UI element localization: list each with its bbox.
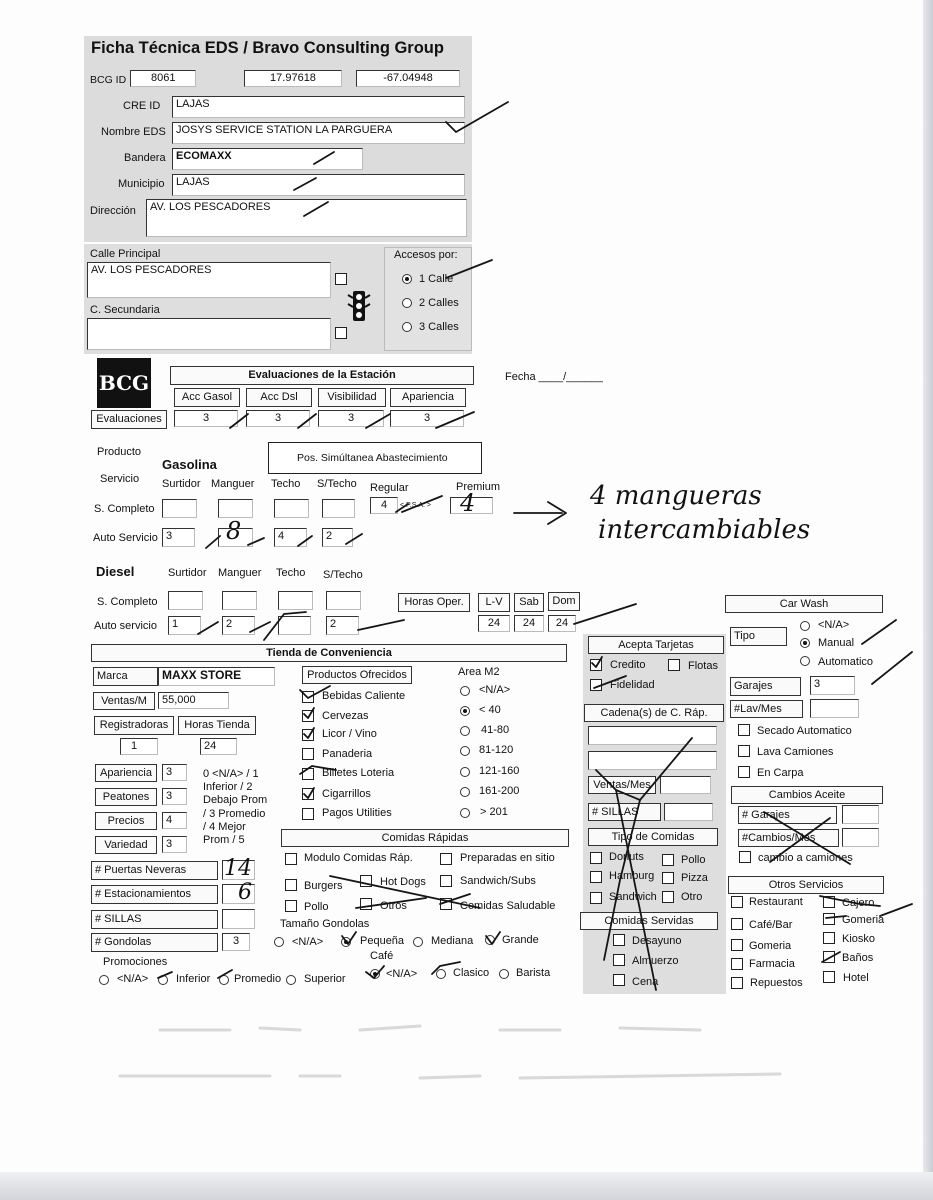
puertas-label: # Puertas Neveras [91, 861, 218, 880]
otros-gomeria: Gomeria [749, 940, 792, 952]
area-81-120: 81-120 [479, 744, 514, 756]
aceite-garajes-field[interactable] [842, 805, 879, 824]
comida-check-preparadas[interactable] [440, 853, 452, 865]
servida-check-almuerzo[interactable] [613, 954, 625, 966]
otros-banos: Baños [842, 952, 874, 964]
tarjeta-check-flotas[interactable] [668, 659, 680, 671]
comida-check-hotdogs[interactable] [360, 875, 372, 887]
traffic-light-icon [346, 289, 372, 323]
cadenas-field-2[interactable] [588, 751, 717, 770]
area-gt201: > 201 [480, 806, 508, 818]
tarjeta-flotas: Flotas [688, 660, 718, 672]
carwash-tipo-label: Tipo [730, 627, 787, 646]
comida-burgers: Burgers [304, 880, 343, 892]
tipo-check-hamburg[interactable] [590, 871, 602, 883]
aceite-camiones: cambio a camiones [758, 852, 853, 864]
diesel-col-surtidor: Surtidor [168, 567, 207, 579]
regular-value[interactable]: 4 [370, 497, 398, 514]
tipo-sandwich: Sandwich [609, 891, 657, 903]
area-radio-161-200[interactable] [460, 787, 470, 797]
horas-lv-value[interactable]: 24 [478, 615, 510, 632]
servicio-label: Servicio [100, 473, 140, 485]
carwash-check-secado[interactable] [738, 724, 750, 736]
ventas-field[interactable]: 55,000 [158, 692, 229, 709]
accesos-radio-3[interactable] [402, 322, 412, 332]
note-mangueras: 4 mangueras [590, 481, 762, 511]
diesel-auto-surtidor[interactable]: 1 [168, 616, 201, 635]
comidas-header: Comidas Rápidas [281, 829, 569, 847]
gas-col-manguer: Manguer [211, 478, 255, 490]
rating-precios-value[interactable]: 4 [162, 812, 187, 829]
horas-tienda-field[interactable]: 24 [200, 738, 237, 755]
comida-saludable: Comidas Saludable [460, 900, 556, 912]
rating-peatones-label: Peatones [95, 788, 157, 806]
promo-promedio: Promedio [234, 973, 282, 985]
gas-col-techo: Techo [271, 478, 301, 490]
accesos-option-1: 1 Calle [419, 273, 454, 285]
rating-precios-label: Precios [95, 812, 157, 830]
diesel-title: Diesel [96, 564, 135, 579]
tamano-pequena: Pequeña [360, 935, 405, 947]
rating-apariencia-value[interactable]: 3 [162, 764, 187, 781]
promo-inferior: Inferior [176, 973, 211, 985]
carwash-tipo-automatico: Automatico [818, 656, 874, 668]
area-121-160: 121-160 [479, 765, 520, 777]
municipio-label: Municipio [118, 178, 165, 190]
otros-check-restaurant[interactable] [731, 896, 743, 908]
sillas-label: # SILLAS [91, 910, 218, 929]
otros-check-cajero[interactable] [823, 896, 835, 908]
otros-cafe: Café/Bar [749, 919, 793, 931]
fecha-label: Fecha ____/______ [505, 371, 603, 383]
accesos-option-3: 3 Calles [419, 321, 459, 333]
longitude-field[interactable]: -67.04948 [356, 70, 460, 87]
paper-edge-shadow [923, 0, 933, 1200]
prod-licor: Licor / Vino [322, 728, 377, 740]
area-na: <N/A> [479, 684, 511, 696]
otros-cajero: Cajero [842, 897, 875, 909]
bcg-logo: BCG [97, 358, 151, 408]
horas-tienda-label: Horas Tienda [178, 716, 256, 735]
prod-check-bebidas[interactable] [302, 691, 314, 703]
diesel-auto-techo[interactable] [278, 616, 311, 635]
estac-handwritten: 6 [238, 880, 252, 905]
otros-check-hotel[interactable] [823, 971, 835, 983]
gas-auto-techo[interactable]: 4 [274, 528, 307, 547]
cadenas-sillas-field[interactable] [664, 803, 713, 821]
horas-col-sab[interactable]: Sab [514, 593, 544, 612]
carwash-check-camiones[interactable] [738, 745, 750, 757]
rating-variedad-value[interactable]: 3 [162, 836, 187, 853]
prod-pagos: Pagos Utilities [322, 807, 392, 819]
carwash-carpa: En Carpa [757, 767, 804, 779]
otros-repuestos: Repuestos [750, 977, 803, 989]
aceite-cambios-label: #Cambios/Mes [738, 829, 839, 847]
otros-check-farmacia[interactable] [731, 958, 743, 970]
cafe-na: <N/A> [386, 968, 418, 980]
bandera-label: Bandera [124, 152, 166, 164]
aceite-check-camiones[interactable] [739, 851, 751, 863]
prod-billetes: Billetes Loteria [322, 767, 395, 779]
tarjeta-credito: Credito [610, 659, 646, 671]
tipo-otro: Otro [681, 891, 703, 903]
area-lt40: < 40 [479, 704, 501, 716]
cafe-barista: Barista [516, 967, 551, 979]
otros-farmacia: Farmacia [749, 958, 795, 970]
carwash-radio-automatico[interactable] [800, 656, 810, 666]
gas-col-surtidor: Surtidor [162, 478, 201, 490]
prod-check-cervezas[interactable] [302, 710, 314, 722]
tamano-na: <N/A> [292, 936, 324, 948]
municipio-field[interactable]: LAJAS [172, 174, 465, 196]
gas-sc-surtidor[interactable] [162, 499, 197, 518]
bandera-field[interactable]: ECOMAXX [172, 148, 363, 170]
direccion-field[interactable]: AV. LOS PESCADORES [146, 199, 467, 237]
diesel-sc-techo[interactable] [278, 591, 313, 610]
gondolas-label: # Gondolas [91, 933, 218, 952]
puertas-handwritten: 14 [224, 856, 252, 881]
cadenas-field-1[interactable] [588, 726, 717, 745]
horas-sab-value[interactable]: 24 [514, 615, 544, 632]
servida-check-desayuno[interactable] [613, 934, 625, 946]
diesel-sc-surtidor[interactable] [168, 591, 203, 610]
carwash-tipo-na: <N/A> [818, 619, 850, 631]
prod-check-licor[interactable] [302, 729, 314, 741]
eval-col-visibilidad[interactable]: Visibilidad [318, 388, 386, 407]
scale-line-1: 0 <N/A> / 1 [203, 768, 259, 780]
promo-radio-superior[interactable] [286, 975, 296, 985]
cafe-label: Café [370, 950, 394, 962]
nombre-field[interactable]: JOSYS SERVICE STATION LA PARGUERA [172, 122, 465, 144]
bcg-id-field[interactable]: 8061 [130, 70, 196, 87]
diesel-auto-stecho[interactable]: 2 [326, 616, 359, 635]
servidas-header: Comidas Servidas [580, 912, 718, 930]
promo-radio-inferior[interactable] [158, 975, 168, 985]
premium-label: Premium [456, 481, 501, 493]
calle-label: Calle Principal [90, 248, 161, 260]
gas-auto-stecho[interactable]: 2 [322, 528, 353, 547]
prod-check-cigarrillos[interactable] [302, 788, 314, 800]
comida-preparadas: Preparadas en sitio [460, 852, 555, 864]
carwash-secado: Secado Automatico [757, 725, 852, 737]
tipo-comidas-header: Tipo de Comidas [588, 828, 718, 846]
servida-desayuno: Desayuno [632, 935, 682, 947]
scale-line-5: / 4 Mejor [203, 821, 246, 833]
bcg-id-label: BCG ID [90, 74, 127, 86]
scale-line-3: Debajo Prom [203, 794, 268, 806]
eval-acc-gasol-value[interactable]: 3 [174, 410, 238, 427]
diesel-sc-stecho[interactable] [326, 591, 361, 610]
comida-check-pollo[interactable] [285, 900, 297, 912]
carwash-check-carpa[interactable] [738, 766, 750, 778]
horas-dom-value[interactable]: 24 [548, 615, 576, 632]
prod-cigarrillos: Cigarrillos [322, 788, 371, 800]
otros-check-repuestos[interactable] [731, 977, 743, 989]
cafe-radio-barista[interactable] [499, 969, 509, 979]
cafe-radio-clasico[interactable] [436, 969, 446, 979]
area-radio-na[interactable] [460, 686, 470, 696]
producto-label: Producto [97, 446, 142, 458]
tipo-check-pollo[interactable] [662, 854, 674, 866]
tamano-radio-mediana[interactable] [413, 937, 423, 947]
comida-check-sandwich[interactable] [440, 875, 452, 887]
servida-check-cena[interactable] [613, 974, 625, 986]
eval-acc-dsl-value[interactable]: 3 [246, 410, 310, 427]
accesos-label: Accesos por: [394, 249, 458, 261]
area-radio-81-120[interactable] [460, 746, 470, 756]
productos-header: Productos Ofrecidos [302, 666, 412, 684]
rating-apariencia-label: Apariencia [95, 764, 157, 782]
diesel-col-stecho: S/Techo [323, 569, 363, 581]
area-radio-lt40[interactable] [460, 706, 470, 716]
scale-line-6: Prom / 5 [203, 834, 245, 846]
prod-cervezas: Cervezas [322, 710, 369, 722]
tamano-radio-grande[interactable] [485, 935, 495, 945]
comida-check-saludable[interactable] [440, 898, 452, 910]
otros-check-cafe[interactable] [731, 918, 743, 930]
prod-check-billetes[interactable] [302, 768, 314, 780]
ventas-label: Ventas/M [93, 692, 155, 710]
eval-col-apariencia[interactable]: Apariencia [390, 388, 466, 407]
eval-col-acc-dsl[interactable]: Acc Dsl [246, 388, 312, 407]
gasolina-title: Gasolina [162, 457, 217, 472]
prod-check-panaderia[interactable] [302, 748, 314, 760]
calle-field[interactable]: AV. LOS PESCADORES [87, 262, 331, 298]
eval-col-acc-gasol[interactable]: Acc Gasol [174, 388, 240, 407]
otros-check-kiosko[interactable] [823, 932, 835, 944]
tamano-grande: Grande [502, 934, 539, 946]
calle-checkbox[interactable] [335, 273, 347, 285]
horas-col-dom[interactable]: Dom [548, 592, 580, 611]
comida-modulo: Modulo Comidas Ráp. [304, 852, 413, 864]
diesel-auto-manguer[interactable]: 2 [222, 616, 255, 635]
tipo-donuts: Donuts [609, 851, 644, 863]
rating-variedad-label: Variedad [95, 836, 157, 854]
scale-line-2: Inferior / 2 [203, 781, 253, 793]
comida-check-otros[interactable] [360, 898, 372, 910]
horas-oper-button[interactable]: Horas Oper. [398, 593, 470, 612]
marca-field[interactable]: MAXX STORE [158, 667, 275, 686]
cafe-radio-na[interactable] [370, 969, 380, 979]
premium-handwritten: 4 [460, 489, 476, 517]
tipo-pollo: Pollo [681, 854, 706, 866]
registradoras-field[interactable]: 1 [120, 738, 158, 755]
carwash-radio-na[interactable] [800, 621, 810, 631]
eval-apariencia-value[interactable]: 3 [390, 410, 464, 427]
eval-visibilidad-value[interactable]: 3 [318, 410, 384, 427]
otros-restaurant: Restaurant [749, 896, 803, 908]
prod-check-pagos[interactable] [302, 808, 314, 820]
evaluaciones-header: Evaluaciones de la Estación [170, 366, 474, 385]
promo-radio-promedio[interactable] [219, 975, 229, 985]
secundaria-label: C. Secundaria [90, 304, 160, 316]
comida-pollo: Pollo [304, 901, 329, 913]
psa-label: < P.S.A. > [400, 502, 432, 509]
cadenas-sillas-label: # SILLAS [588, 803, 661, 821]
tipo-check-sandwich[interactable] [590, 892, 602, 904]
tamano-radio-na[interactable] [274, 937, 284, 947]
tamano-radio-pequena[interactable] [341, 937, 351, 947]
gas-auto-manguer-handwritten: 8 [226, 517, 242, 545]
accesos-radio-2[interactable] [402, 298, 412, 308]
latitude-field[interactable]: 17.97618 [244, 70, 342, 87]
secundaria-field[interactable] [87, 318, 331, 350]
diesel-auto-label: Auto servicio [94, 620, 157, 632]
comida-check-modulo[interactable] [285, 853, 297, 865]
area-41-80: 41-80 [481, 724, 510, 736]
pos-simultanea-label: Pos. Simúltanea Abastecimiento [297, 452, 448, 464]
accesos-radio-1[interactable] [402, 274, 412, 284]
otros-hotel: Hotel [843, 972, 869, 984]
nombre-label: Nombre EDS [101, 126, 166, 138]
otros-gomeria-2: Gomeria [842, 914, 885, 926]
area-radio-gt201[interactable] [460, 808, 470, 818]
promo-na: <N/A> [117, 973, 149, 985]
tarjeta-check-fidelidad[interactable] [590, 679, 602, 691]
garajes-field[interactable]: 3 [810, 676, 855, 695]
carwash-camiones: Lava Camiones [757, 746, 834, 758]
otros-header: Otros Servicios [728, 876, 884, 894]
otros-kiosko: Kiosko [842, 933, 876, 945]
tamano-mediana: Mediana [431, 935, 474, 947]
tamano-label: Tamaño Gondolas [280, 918, 370, 930]
cre-id-label: CRE ID [123, 100, 161, 112]
cadenas-ventas-field[interactable] [660, 776, 711, 794]
gas-s-completo-label: S. Completo [94, 503, 155, 515]
cre-id-field[interactable]: LAJAS [172, 96, 465, 118]
area-radio-121-160[interactable] [460, 767, 470, 777]
prod-panaderia: Panaderia [322, 748, 373, 760]
tipo-check-otro[interactable] [662, 891, 674, 903]
carwash-tipo-manual: Manual [818, 637, 855, 649]
prod-bebidas: Bebidas Caliente [322, 690, 406, 702]
cafe-clasico: Clasico [453, 967, 490, 979]
direccion-label: Dirección [90, 205, 136, 217]
otros-check-gomeria-2[interactable] [823, 913, 835, 925]
lav-label: #Lav/Mes [730, 700, 803, 718]
comida-check-burgers[interactable] [285, 879, 297, 891]
otros-check-gomeria[interactable] [731, 939, 743, 951]
area-label: Area M2 [458, 666, 500, 678]
table-surface [0, 1172, 933, 1200]
gas-sc-techo[interactable] [274, 499, 309, 518]
diesel-col-manguer: Manguer [218, 567, 262, 579]
servida-almuerzo: Almuerzo [632, 955, 679, 967]
form-title: Ficha Técnica EDS / Bravo Consulting Group [91, 39, 444, 57]
scale-line-4: / 3 Promedio [203, 808, 266, 820]
garajes-label: Garajes [730, 677, 801, 696]
aceite-cambios-field[interactable] [842, 828, 879, 847]
gas-sc-manguer[interactable] [218, 499, 253, 518]
diesel-s-completo-label: S. Completo [97, 596, 158, 608]
servida-cena: Cena [632, 976, 659, 988]
area-161-200: 161-200 [479, 785, 520, 797]
marca-label: Marca [93, 667, 158, 686]
promo-label: Promociones [103, 956, 168, 968]
tipo-pizza: Pizza [681, 872, 708, 884]
tarjeta-fidelidad: Fidelidad [610, 679, 655, 691]
estac-label: # Estacionamientos [91, 885, 218, 904]
tipo-hamburg: Hamburg [609, 870, 655, 882]
cadenas-ventas-label: Ventas/Mes [588, 776, 656, 794]
regular-label: Regular [370, 482, 409, 494]
gas-col-stecho: S/Techo [317, 478, 357, 490]
horas-col-lv[interactable]: L-V [478, 593, 510, 612]
aceite-garajes-label: # Garajes [738, 806, 837, 824]
gas-auto-label: Auto Servicio [93, 532, 158, 544]
sillas-field[interactable] [222, 909, 255, 929]
promo-superior: Superior [304, 973, 346, 985]
comida-otros: Otros [380, 900, 407, 912]
promo-radio-na[interactable] [99, 975, 109, 985]
registradoras-label: Registradoras [94, 716, 174, 735]
gondolas-field[interactable]: 3 [222, 933, 250, 951]
note-intercambiables: intercambiables [598, 515, 811, 545]
tarjeta-check-credito[interactable] [590, 659, 602, 671]
gas-auto-surtidor[interactable]: 3 [162, 528, 195, 547]
aceite-header: Cambios Aceite [731, 786, 883, 804]
gas-sc-stecho[interactable] [322, 499, 355, 518]
cadenas-header: Cadena(s) de C. Ráp. [584, 704, 724, 722]
evaluaciones-button[interactable]: Evaluaciones [91, 410, 167, 429]
rating-peatones-value[interactable]: 3 [162, 788, 187, 805]
comida-hotdogs: Hot Dogs [380, 876, 426, 888]
accesos-option-2: 2 Calles [419, 297, 459, 309]
tienda-header: Tienda de Conveniencia [91, 644, 567, 662]
carwash-radio-manual[interactable] [800, 638, 810, 648]
secundaria-checkbox[interactable] [335, 327, 347, 339]
comida-sandwich: Sandwich/Subs [460, 875, 536, 887]
area-radio-41-80[interactable] [460, 726, 470, 736]
tipo-check-donuts[interactable] [590, 852, 602, 864]
diesel-sc-manguer[interactable] [222, 591, 257, 610]
tarjetas-header: Acepta Tarjetas [588, 636, 724, 654]
lav-field[interactable] [810, 699, 859, 718]
diesel-col-techo: Techo [276, 567, 306, 579]
tipo-check-pizza[interactable] [662, 872, 674, 884]
carwash-header: Car Wash [725, 595, 883, 613]
otros-check-banos[interactable] [823, 951, 835, 963]
